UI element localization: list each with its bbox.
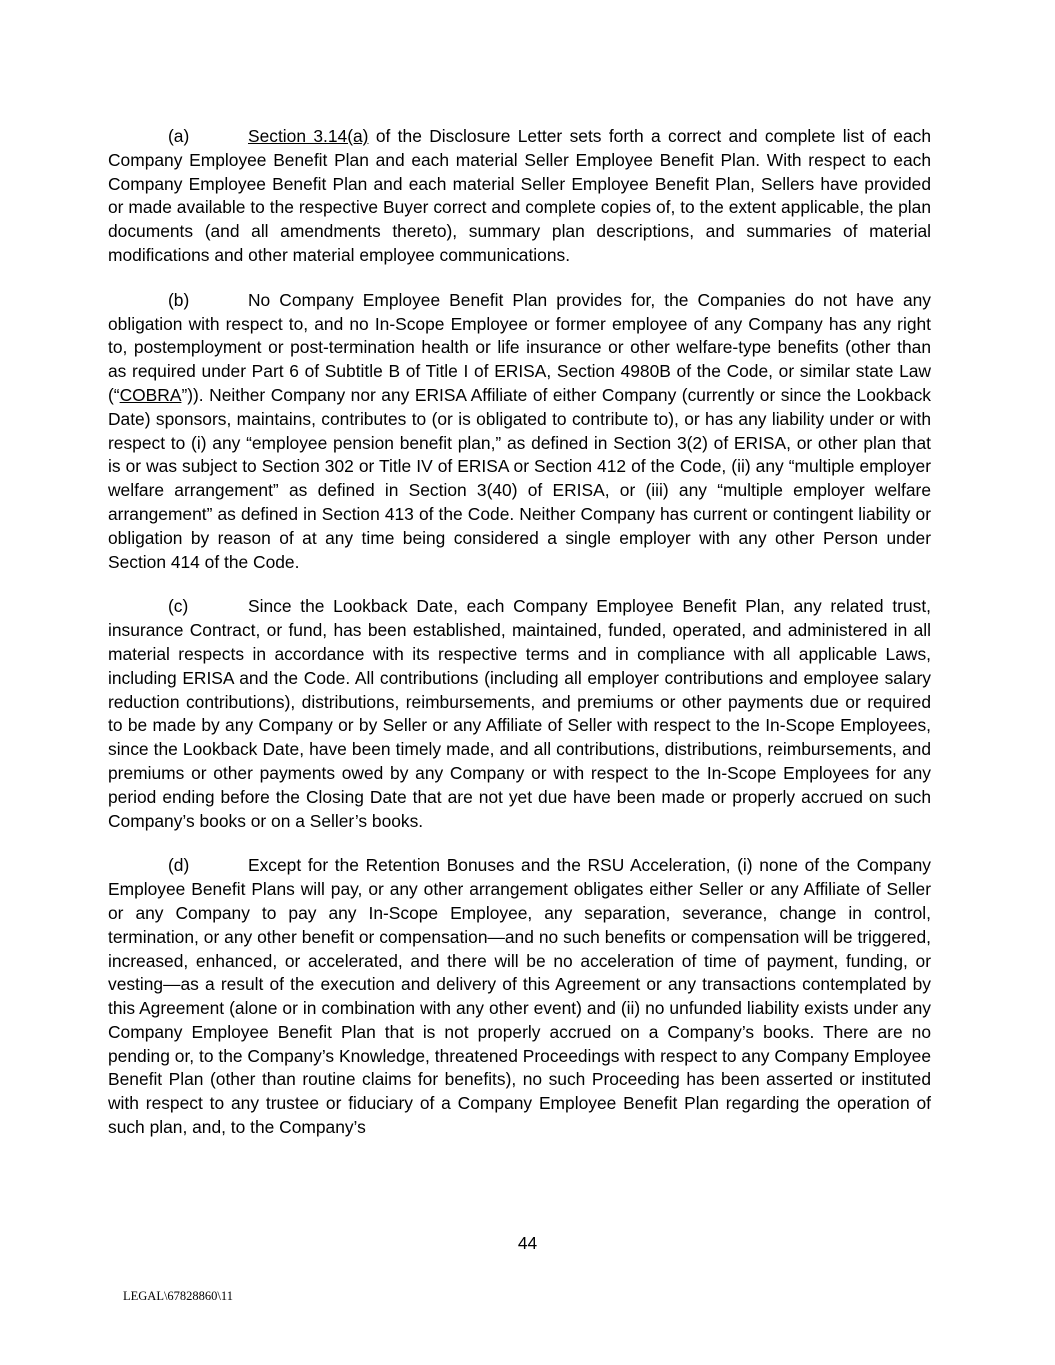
paragraph-text: Since the Lookback Date, each Company Employee Benefit Plan, any related trust, insurance Contract, or fund, has been established, maintained, funded, operated, and administered in all material respects in accordance with its respective terms and in compliance with all applicable Laws, including ERISA and the Code. All contributions (including all employer contributions and employee salary reduction contributions), distributions, reimbursements, and premiums or other payments due or required to be made by any Company or by Seller or any Affiliate of Seller with respect to the In-Scope Employees, since the Lookback Date, have been timely made, and all contributions, distributions, reimbursements, and premiums or other payments owed by any Company or with respect to the In-Scope Employees for any period ending before the Closing Date that are not yet due have been made or properly accrued on such Company’s books or on a Seller’s books. xyxy=(108,596,931,831)
paragraph-label: (c) xyxy=(168,596,189,617)
paragraph-c xyxy=(108,595,931,833)
document-body xyxy=(108,125,931,1161)
paragraph-text: Except for the Retention Bonuses and the RSU Acceleration, (i) none of the Company Employee Benefit Plans will pay, or any other arrangement obligates either Seller or any Affiliate of Seller or any Company to pay any In-Scope Employee, any separation, severance, change in control, termination, or any other benefit or compensation—and no such benefits or compensation will be triggered, increased, enhanced, or accelerated, and there will be no acceleration of time of payment, funding, or vesting—as a result of the execution and delivery of this Agreement or any transactions contemplated by this Agreement (alone or in combination with any other event) and (ii) no unfunded liability exists under any Company Employee Benefit Plan that is not properly accrued on a Company’s books. There are no pending or, to the Company’s Knowledge, threatened Proceedings with respect to any Company Employee Benefit Plan (other than routine claims for benefits), no such Proceeding has been asserted or instituted with respect to any trustee or fiduciary of a Company Employee Benefit Plan regarding the operation of such plan, and, to the Company’s xyxy=(108,855,931,1138)
paragraph-text: No Company Employee Benefit Plan provides for, the Companies do not have any obligation with respect to, and no In-Scope Employee or former employee of any Company has any right to, postemployment or post-termination health or life insurance or other welfare-type benefits (other than as required under Part 6 of Subtitle B of Title I of ERISA, Section 4980B of the Code, or similar state Law (“ xyxy=(108,289,931,405)
paragraph-d xyxy=(108,854,931,1140)
section-reference: Section 3.14(a) xyxy=(248,126,369,146)
paragraph-b xyxy=(108,289,931,575)
paragraph-label: (a) xyxy=(168,126,190,146)
paragraph-label: (b) xyxy=(168,289,190,310)
page-number: 44 xyxy=(517,1233,538,1253)
paragraph-text-continued: ”)). Neither Company nor any ERISA Affiliate of either Company (currently or since the Lookback Date) sponsors, maintains, contributes to (or is obligated to contribute to), or has any liability under or with respect to (i) any “employee pension benefit plan,” as defined in Section 3(2) of ERISA, or other plan that is or was subject to Section 302 or Title IV of ERISA or Section 412 of the Code, (ii) any “multiple employer welfare arrangement” as defined in Section 3(40) of ERISA, or (iii) any “multiple employer welfare arrangement” as defined in Section 413 of the Code. Neither Company has current or contingent liability or obligation by reason of at any time being considered a single employer with any other Person under Section 414 of the Code. xyxy=(108,384,931,572)
paragraph-label: (d) xyxy=(168,855,190,876)
paragraph-a xyxy=(108,125,931,268)
paragraph-text: of the Disclosure Letter sets forth a correct and complete list of each Company Employee Benefit Plan and each material Seller Employee Benefit Plan. With respect to each Company Employee Benefit Plan and each material Seller Employee Benefit Plan, Sellers have provided or made available to the respective Buyer correct and complete copies of, to the extent applicable, the plan documents (and all amendments thereto), summary plan descriptions, and summaries of material modifications and other material employee communications. xyxy=(108,126,931,265)
document-id-footer: LEGAL\67828860\11 xyxy=(123,1289,233,1303)
defined-term-cobra: COBRA xyxy=(119,384,182,405)
